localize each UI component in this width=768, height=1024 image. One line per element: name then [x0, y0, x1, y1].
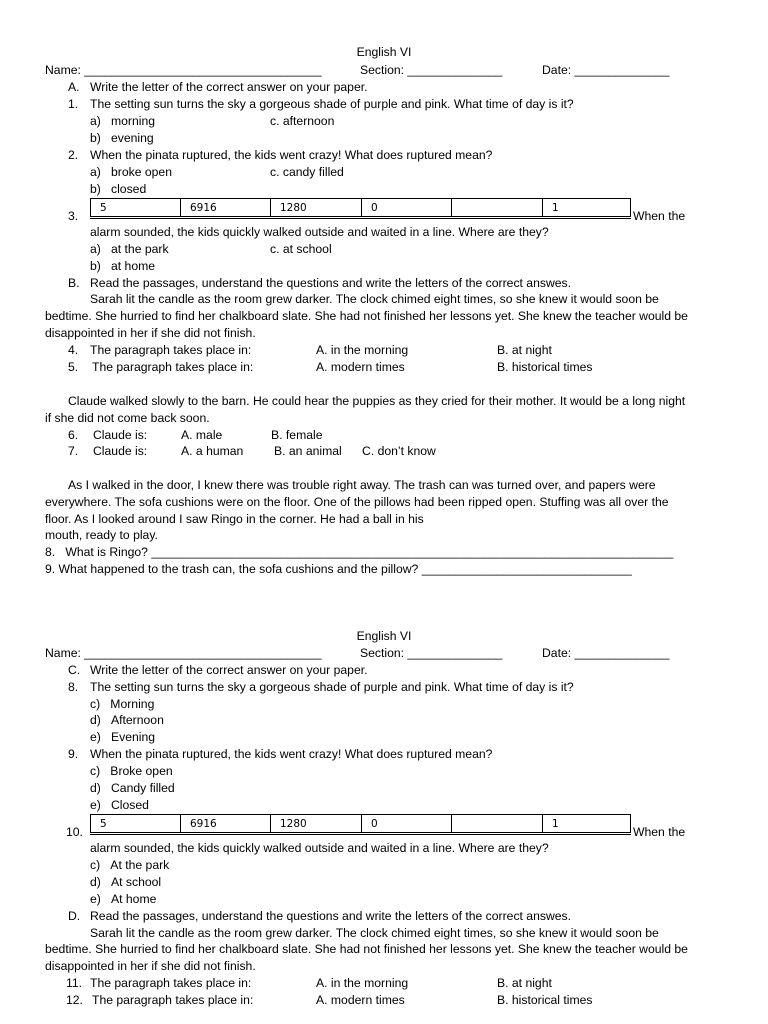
table-cell: 6916 [181, 198, 271, 217]
table-cell: 1280 [271, 814, 362, 833]
section-b-letter: B. [68, 276, 80, 290]
question-text: Claude is: [93, 444, 148, 458]
choice: a) morning [90, 114, 156, 128]
question-text: Claude is: [93, 428, 148, 442]
choice: b) at home [90, 259, 156, 273]
name-field: Name: ___________________________________ [45, 646, 322, 660]
page-title: English VI [356, 629, 412, 643]
question-text: The setting sun turns the sky a gorgeous shade of purple and pink. What time of day is it? [90, 97, 574, 111]
table-cell: 1 [543, 814, 631, 833]
choice: e) Closed [90, 798, 149, 812]
table-cell [452, 814, 543, 833]
choice: A. in the morning [316, 343, 409, 357]
section-b-instruction: Read the passages, understand the questions and write the letters of the correct answes. [90, 276, 572, 290]
question-number: 9. [68, 747, 79, 761]
choice: A. in the morning [316, 976, 409, 990]
choice: A. male [181, 428, 223, 442]
date-field: Date: ______________ [542, 63, 670, 77]
passage-line: if she did not come back soon. [45, 411, 210, 425]
choice: d) At school [90, 875, 162, 889]
question-text: When the [633, 209, 686, 223]
passage-line: As I walked in the door, I knew there was trouble right away. The trash can was turned over, and papers were [68, 478, 656, 492]
question-number: 1. [68, 97, 79, 111]
passage-line: bedtime. She hurried to find her chalkboard slate. She had not finished her lessons yet. She knew the teacher would be [45, 942, 688, 956]
question-text: The paragraph takes place in: [92, 360, 254, 374]
question-text: alarm sounded, the kids quickly walked outside and waited in a line. Where are they? [90, 225, 549, 239]
choice: A. modern times [316, 360, 405, 374]
passage-line: mouth, ready to play. [45, 528, 158, 542]
table-cell: 0 [362, 198, 452, 217]
passage-line: bedtime. She hurried to find her chalkboard slate. She had not finished her lessons yet. She knew the teacher would be [45, 309, 688, 323]
passage-line: floor. As I looked around I saw Ringo in the corner. He had a ball in his [45, 512, 424, 526]
question-text: 9. What happened to the trash can, the sofa cushions and the pillow? _______________________________ [45, 562, 632, 576]
table-cell: 1 [543, 198, 631, 217]
choice: C. don’t know [362, 444, 436, 458]
question-number: 7. [68, 444, 79, 458]
passage-line: everywhere. The sofa cushions were on the floor. One of the pillows had been ripped open. Stuffing was all over the [45, 495, 669, 509]
section-d-letter: D. [68, 909, 81, 923]
section-field: Section: ______________ [360, 646, 503, 660]
choice: d) Afternoon [90, 713, 164, 727]
table-cell: 5 [90, 198, 181, 217]
question-number: 5. [68, 360, 79, 374]
choice: c) Broke open [90, 764, 173, 778]
question-text: The paragraph takes place in: [92, 993, 254, 1007]
question-number: 8. [68, 680, 79, 694]
choice: a) broke open [90, 165, 172, 179]
table-cell [452, 198, 543, 217]
choice: c) At the park [90, 858, 170, 872]
choice: A. a human [181, 444, 244, 458]
choice: b) evening [90, 131, 154, 145]
choice: B. an animal [274, 444, 342, 458]
page-title: English VI [356, 45, 412, 59]
section-field: Section: ______________ [360, 63, 503, 77]
choice: e) Evening [90, 730, 156, 744]
question-text: When the [633, 825, 686, 839]
choice: B. at night [497, 976, 552, 990]
section-a-letter: A. [68, 80, 80, 94]
choice: B. historical times [497, 360, 593, 374]
choice: b) closed [90, 182, 147, 196]
question-number: 10. [66, 825, 83, 839]
question-text: alarm sounded, the kids quickly walked outside and waited in a line. Where are they? [90, 841, 549, 855]
choice: a) at the park [90, 242, 169, 256]
question-number: 2. [68, 148, 79, 162]
date-field: Date: ______________ [542, 646, 670, 660]
choice: c. candy filled [270, 165, 344, 179]
question-text: The setting sun turns the sky a gorgeous shade of purple and pink. What time of day is it? [90, 680, 574, 694]
question-number: 3. [68, 209, 79, 223]
name-field: Name: ___________________________________ [45, 63, 322, 77]
question-text: The paragraph takes place in: [90, 976, 252, 990]
choice: B. female [271, 428, 323, 442]
choice: c) Morning [90, 697, 155, 711]
choice: e) At home [90, 892, 157, 906]
section-c-letter: C. [68, 663, 81, 677]
passage-line: Claude walked slowly to the barn. He could hear the puppies as they cried for their mother. It would be a long night [68, 394, 686, 408]
passage-line: Sarah lit the candle as the room grew darker. The clock chimed eight times, so she knew it would soon be [90, 926, 659, 940]
table-cell: 0 [362, 814, 452, 833]
question-number: 4. [68, 343, 79, 357]
choice: B. historical times [497, 993, 593, 1007]
passage-line: disappointed in her if she did not finish. [45, 959, 256, 973]
passage-line: Sarah lit the candle as the room grew darker. The clock chimed eight times, so she knew it would soon be [90, 292, 659, 306]
question-number: 6. [68, 428, 79, 442]
question-text: When the pinata ruptured, the kids went crazy! What does ruptured mean? [90, 747, 493, 761]
question-text: 8. What is Ringo? _____________________________________________________________________________ [45, 545, 674, 559]
table-cell: 5 [90, 814, 181, 833]
choice: A. modern times [316, 993, 405, 1007]
question-text: The paragraph takes place in: [90, 343, 252, 357]
choice: c. afternoon [270, 114, 335, 128]
section-c-instruction: Write the letter of the correct answer on your paper. [90, 663, 368, 677]
passage-line: disappointed in her if she did not finish. [45, 326, 256, 340]
question-number: 11. [66, 976, 83, 990]
choice: c. at school [270, 242, 332, 256]
choice: B. at night [497, 343, 552, 357]
choice: d) Candy filled [90, 781, 175, 795]
question-text: When the pinata ruptured, the kids went crazy! What does ruptured mean? [90, 148, 493, 162]
question-number: 12. [66, 993, 83, 1007]
section-a-instruction: Write the letter of the correct answer on your paper. [90, 80, 368, 94]
table-cell: 6916 [181, 814, 271, 833]
section-d-instruction: Read the passages, understand the questions and write the letters of the correct answes. [90, 909, 572, 923]
table-cell: 1280 [271, 198, 362, 217]
